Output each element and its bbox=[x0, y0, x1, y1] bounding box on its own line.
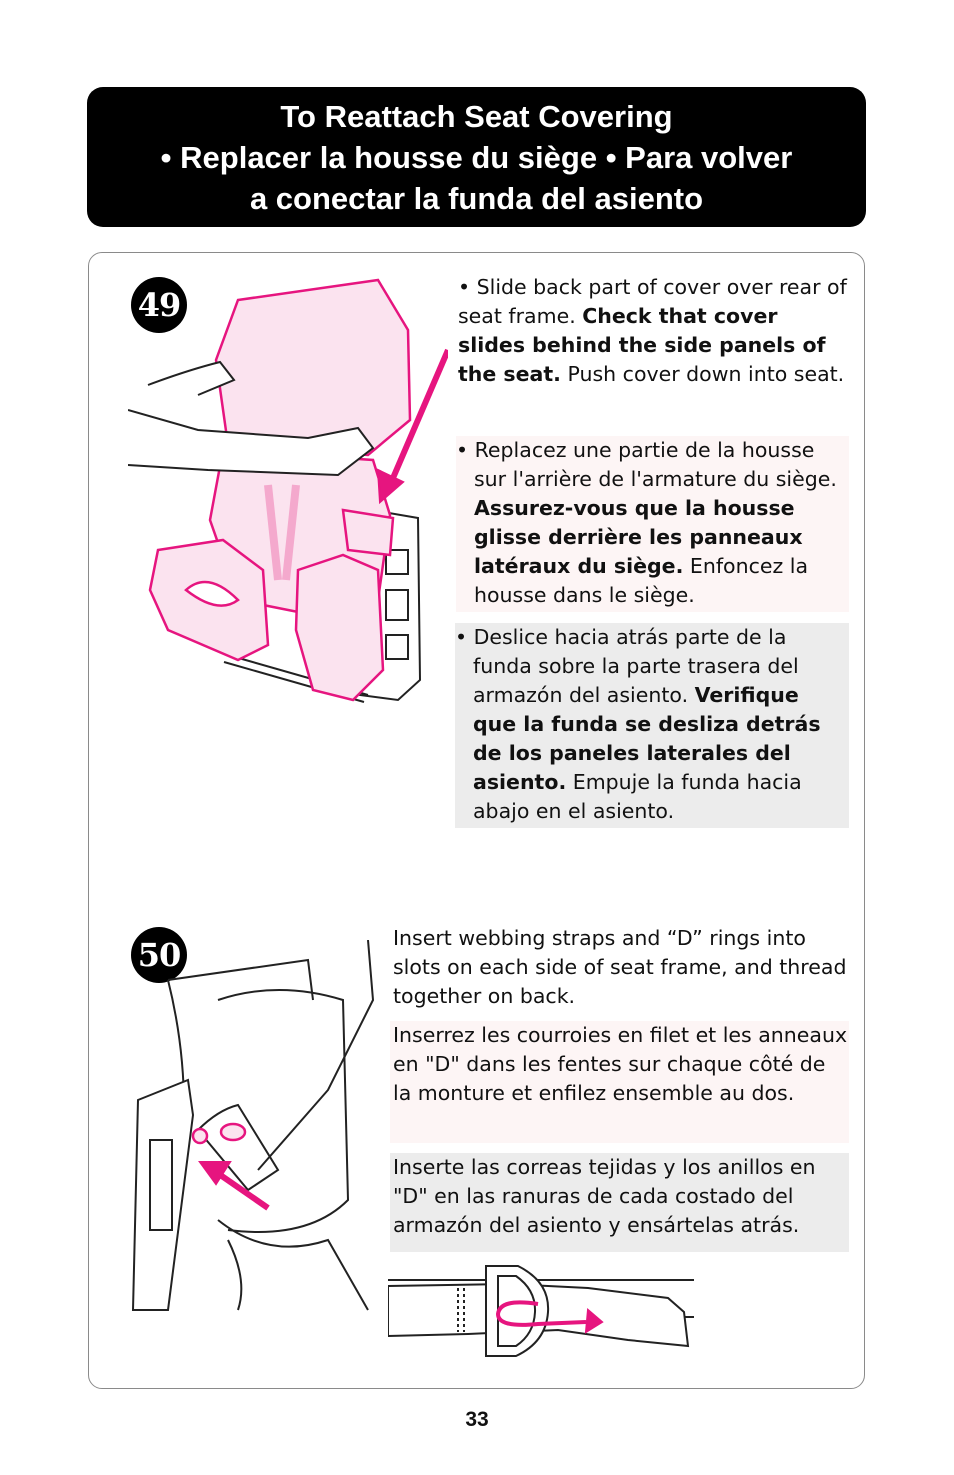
step-50-badge: 50 bbox=[131, 927, 187, 983]
step-50-text-en: Insert webbing straps and “D” rings into slots on each side of seat frame, and thread together on back. bbox=[393, 926, 847, 1008]
step-49-badge: 49 bbox=[131, 277, 187, 333]
step-49-text-es: • Deslice hacia atrás parte de la funda sobre la parte trasera del armazón del asiento. Verifique que la funda se desliza detrás de los paneles laterales del asiento. Empuje la funda hacia abajo en el asiento. bbox=[455, 623, 849, 828]
seat-cover-drawing bbox=[150, 280, 410, 700]
step-49-text-fr: • Replacez une partie de la housse sur l'arrière de l'armature du siège. Assurez-vous que la housse glisse derrière les panneaux latéraux du siège. Enfoncez la housse dans le siège. bbox=[456, 436, 849, 612]
title-en: To Reattach Seat Covering bbox=[280, 98, 673, 134]
title-fr-es: • Replacer la housse du siège • Para volver bbox=[160, 139, 793, 175]
d-ring-insert-illustration bbox=[128, 940, 378, 1320]
step-50-text-es: Inserte las correas tejidas y los anillos en "D" en las ranuras de cada costado del armazón del asiento y ensártelas atrás. bbox=[390, 1153, 849, 1252]
step-50-text-fr: Inserrez les courroies en filet et les anneaux en "D" dans les fentes sur chaque côté de la monture et enfilez ensemble au dos. bbox=[390, 1021, 849, 1143]
page-title-banner bbox=[87, 87, 866, 227]
strap-threading-illustration bbox=[388, 1262, 698, 1362]
seat-cover-illustration bbox=[128, 270, 448, 710]
page-number: 33 bbox=[465, 1408, 489, 1431]
step-49-text-en: • Slide back part of cover over rear of seat frame. Check that cover slides behind the side panels of the seat. Push cover down into seat. bbox=[458, 275, 847, 386]
title-es: a conectar la funda del asiento bbox=[249, 180, 704, 216]
